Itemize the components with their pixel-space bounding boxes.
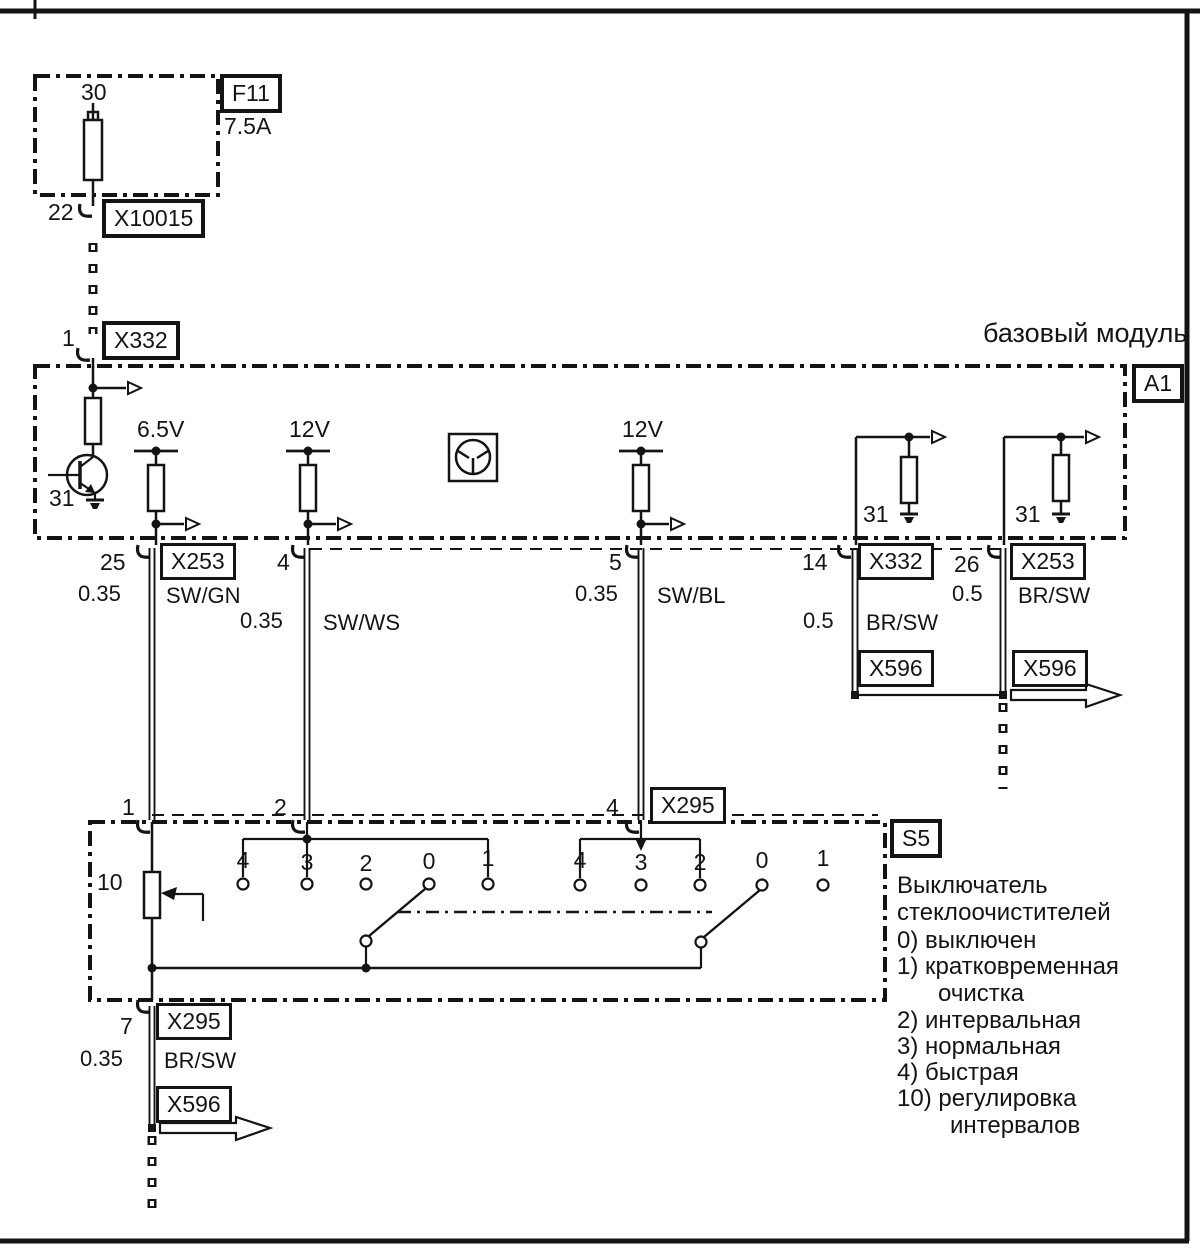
- wire-gauge: 0.35: [80, 1046, 123, 1071]
- legend-item-10b: интервалов: [950, 1112, 1081, 1139]
- wire-gauge: 0.5: [803, 608, 834, 633]
- switch-arm-2: [704, 890, 760, 937]
- legend-item-1: 1) кратковременная: [897, 953, 1119, 980]
- resistor: [300, 465, 316, 511]
- wiper-motor-icon: [449, 434, 497, 481]
- legend-title-2: стеклоочистителей: [897, 899, 1111, 926]
- g1-pos-0: 0: [422, 848, 436, 874]
- legend-item-3: 3) нормальная: [897, 1033, 1061, 1060]
- wire-color: SW/GN: [166, 583, 241, 608]
- g2-pos-1: 1: [816, 845, 830, 871]
- connector-x295-bottom-box: X295: [156, 1003, 232, 1040]
- pulldown-branch-p26: [1004, 431, 1099, 545]
- connector-x596-p14-box: X596: [858, 650, 934, 687]
- s5-pin-10: 10: [97, 869, 123, 895]
- s5-pin-7: 7: [120, 1013, 133, 1039]
- signal-arrow-icon: [338, 518, 351, 530]
- wire-color: SW/BL: [657, 583, 726, 608]
- g2-pos-3: 3: [634, 849, 648, 875]
- module-caption: базовый модуль: [983, 318, 1188, 348]
- legend-title-1: Выключатель: [897, 872, 1048, 899]
- voltage-6v5: 6.5V: [137, 416, 185, 442]
- g2-pos-2: 2: [693, 849, 707, 875]
- pin-14: 14: [802, 549, 828, 575]
- pin-hook-1: [78, 348, 91, 360]
- resistor: [901, 457, 917, 503]
- pin-26: 26: [954, 551, 980, 577]
- resistor: [1053, 455, 1069, 501]
- signal-arrow-icon: [1086, 431, 1099, 443]
- g1-pos-4: 4: [236, 847, 250, 873]
- connector-x295-top-box: X295: [650, 787, 726, 824]
- wire-gauge: 0.35: [78, 581, 121, 606]
- pin-25: 25: [100, 549, 126, 575]
- supply-6v5-branch: [134, 447, 199, 546]
- g1-pos-2: 2: [359, 850, 373, 876]
- switch-s5-id-box: S5: [890, 819, 942, 858]
- signal-arrow-icon: [186, 518, 199, 530]
- connector-x253-p26-box: X253: [1010, 543, 1086, 580]
- legend-item-4: 4) быстрая: [897, 1059, 1019, 1086]
- legend-item-2: 2) интервальная: [897, 1007, 1082, 1034]
- connector-x332-p14-box: X332: [858, 543, 934, 580]
- signal-arrow-icon: [671, 518, 684, 530]
- fuse-pin-30: 30: [81, 79, 107, 105]
- supply-12v-branch-2: [619, 447, 684, 546]
- output-arrow-icon: [1011, 684, 1120, 707]
- s5-pin-1: 1: [122, 794, 135, 820]
- g1-pos-3: 3: [300, 849, 314, 875]
- pin-22: 22: [48, 199, 74, 225]
- legend-item-0: 0) выключен: [897, 927, 1037, 954]
- wire-color: BR/SW: [866, 610, 939, 635]
- x596-output-bottom: [148, 1117, 270, 1214]
- wire-gauge: 0.5: [952, 581, 983, 606]
- interval-potentiometer: [144, 872, 160, 918]
- wire-color: SW/WS: [323, 610, 400, 635]
- legend-item-10: 10) регулировка: [897, 1085, 1077, 1112]
- module-a1-box: [35, 366, 1125, 549]
- voltage-12v-2: 12V: [622, 416, 663, 442]
- fuse-block: [35, 76, 218, 216]
- resistor: [85, 398, 101, 444]
- legend-item-1b: очистка: [938, 980, 1025, 1007]
- wire-color: BR/SW: [164, 1048, 237, 1073]
- pin-hook-22: [80, 204, 93, 216]
- wire-gauge: 0.35: [240, 608, 283, 633]
- connector-x10015-box: X10015: [102, 199, 205, 238]
- signal-arrow-icon: [128, 382, 141, 394]
- ground-icon: [86, 500, 104, 509]
- ground-31-transistor: 31: [49, 485, 75, 511]
- g2-pos-0: 0: [755, 847, 769, 873]
- ground-31-right1: 31: [863, 501, 889, 527]
- signal-arrow-icon: [932, 431, 945, 443]
- connector-x332-top-box: X332: [102, 321, 180, 360]
- connector-x253-p25-box: X253: [160, 543, 236, 580]
- supply-12v-branch-1: [286, 447, 351, 546]
- pin-5: 5: [609, 549, 622, 575]
- pin-4: 4: [277, 549, 290, 575]
- module-a1-id-box: A1: [1132, 364, 1184, 403]
- g1-pos-1: 1: [481, 845, 495, 871]
- ground-31-right2: 31: [1015, 501, 1041, 527]
- wire-gauge: 0.35: [575, 581, 618, 606]
- s5-pin-4: 4: [606, 794, 619, 820]
- wire-color: BR/SW: [1018, 583, 1091, 608]
- pulldown-branch-p14: [856, 431, 945, 545]
- harness-dashed-wire-top: [78, 243, 94, 368]
- voltage-12v-1: 12V: [289, 416, 330, 442]
- resistor: [148, 465, 164, 511]
- fuse-rating: 7.5A: [224, 113, 272, 139]
- ground-icon: [1052, 514, 1070, 523]
- fuse-id-box: F11: [220, 74, 282, 113]
- connector-x596-p26-box: X596: [1012, 650, 1088, 687]
- g2-pos-4: 4: [573, 847, 587, 873]
- resistor: [633, 465, 649, 511]
- ground-icon: [900, 514, 918, 523]
- s5-pin-2: 2: [274, 794, 287, 820]
- fuse-symbol: [84, 120, 102, 180]
- switch-arm-1: [369, 889, 425, 936]
- connector-x596-bottom-box: X596: [156, 1086, 232, 1123]
- x596-output-right: [851, 684, 1120, 789]
- pin-1: 1: [62, 325, 75, 351]
